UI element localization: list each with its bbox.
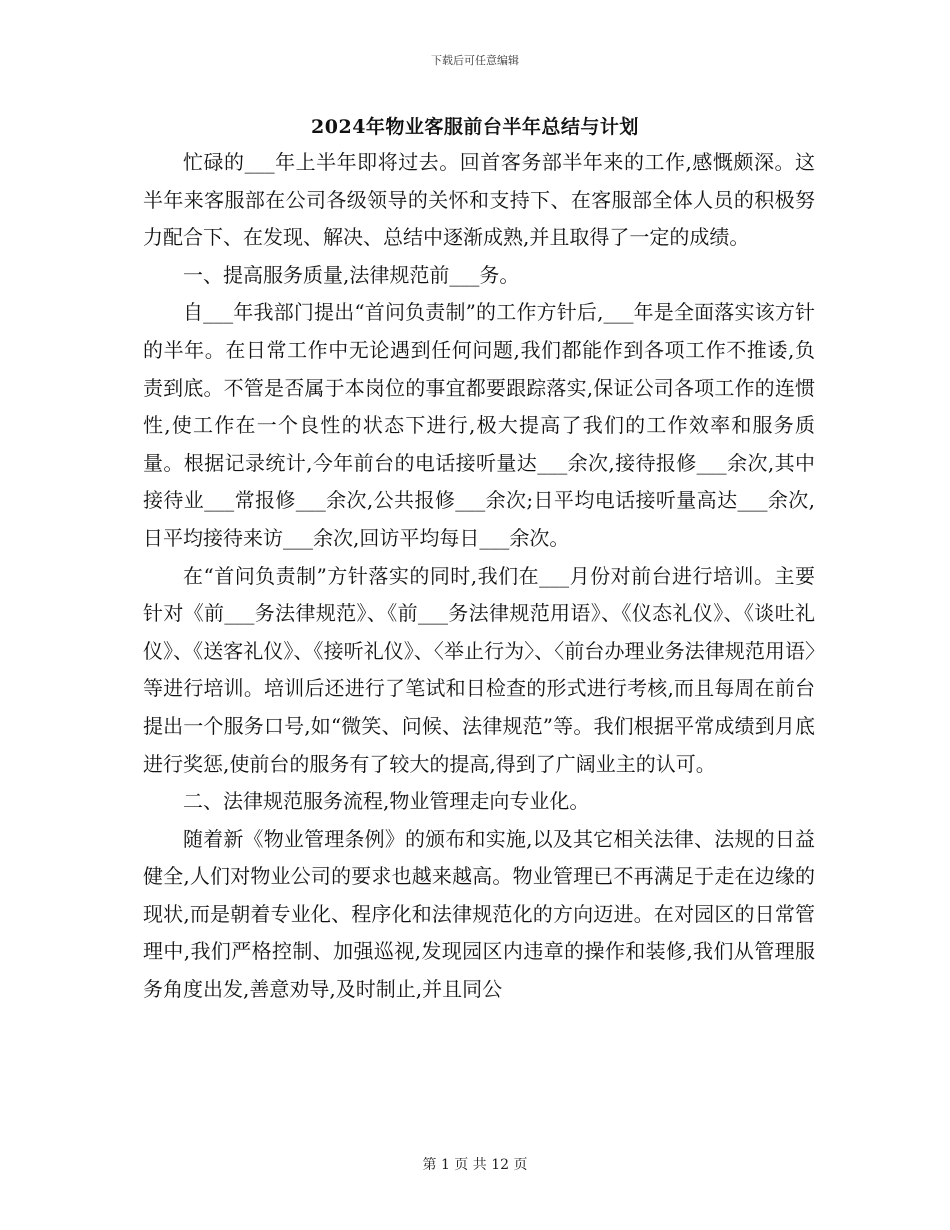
paragraph-training: 在“首问负责制”方针落实的同时,我们在___月份对前台进行培训。主要针对《前___务法律规范》、《前___务法律规范用语》、《仪态礼仪》、《谈吐礼仪》、《送客礼仪》、《接听礼仪》、〈举止行为〉、〈前台办理业务法律规范用语〉等进行培训。培训后还进行了笔试和日检查的形式进行考核,而且每周在前台提出一个服务口号,如“微笑、问候、法律规范”等。我们根据平常成绩到月底进行奖惩,使前台的服务有了较大的提高,得到了广阔业主的认可。 bbox=[143, 563, 815, 776]
document-body bbox=[143, 144, 815, 1009]
section-heading-2: 二、法律规范服务流程,物业管理走向专业化。 bbox=[183, 789, 590, 814]
page-number: 第 1 页 共 12 页 bbox=[422, 1157, 528, 1173]
paragraph-regulations: 随着新《物业管理条例》的颁布和实施,以及其它相关法律、法规的日益健全,人们对物业公司的要求也越来越高。物业管理已不再满足于走在边缘的现状,而是朝着专业化、程序化和法律规范化的方向迈进。在对园区的日常管理中,我们严格控制、加强巡视,发现园区内违章的操作和装修,我们从管理服务角度出发,善意劝导,及时制止,并且同公 bbox=[143, 826, 815, 1002]
paragraph-first-inquiry: 自___年我部门提出“首问负责制”的工作方针后,___年是全面落实该方针的半年。在日常工作中无论遇到任何问题,我们都能作到各项工作不推诿,负责到底。不管是否属于本岗位的事宜都要跟踪落实,保证公司各项工作的连惯性,使工作在一个良性的状态下进行,极大提高了我们的工作效率和服务质量。根据记录统计,今年前台的电话接听量达___余次,接待报修___余次,其中接待业___常报修___余次,公共报修___余次;日平均电话接听量高达___余次,日平均接待来访___余次,回访平均每日___余次。 bbox=[143, 300, 815, 550]
document-title: 2024年物业客服前台半年总结与计划 bbox=[311, 116, 639, 138]
paragraph-intro: 忙碌的___年上半年即将过去。回首客务部半年来的工作,感慨颇深。这半年来客服部在公司各级领导的关怀和支持下、在客服部全体人员的积极努力配合下、在发现、解决、总结中逐渐成熟,并且取得了一定的成绩。 bbox=[143, 150, 815, 250]
section-heading-1: 一、提高服务质量,法律规范前___务。 bbox=[183, 262, 520, 287]
page-header-note: 下载后可任意编辑 bbox=[431, 54, 519, 67]
